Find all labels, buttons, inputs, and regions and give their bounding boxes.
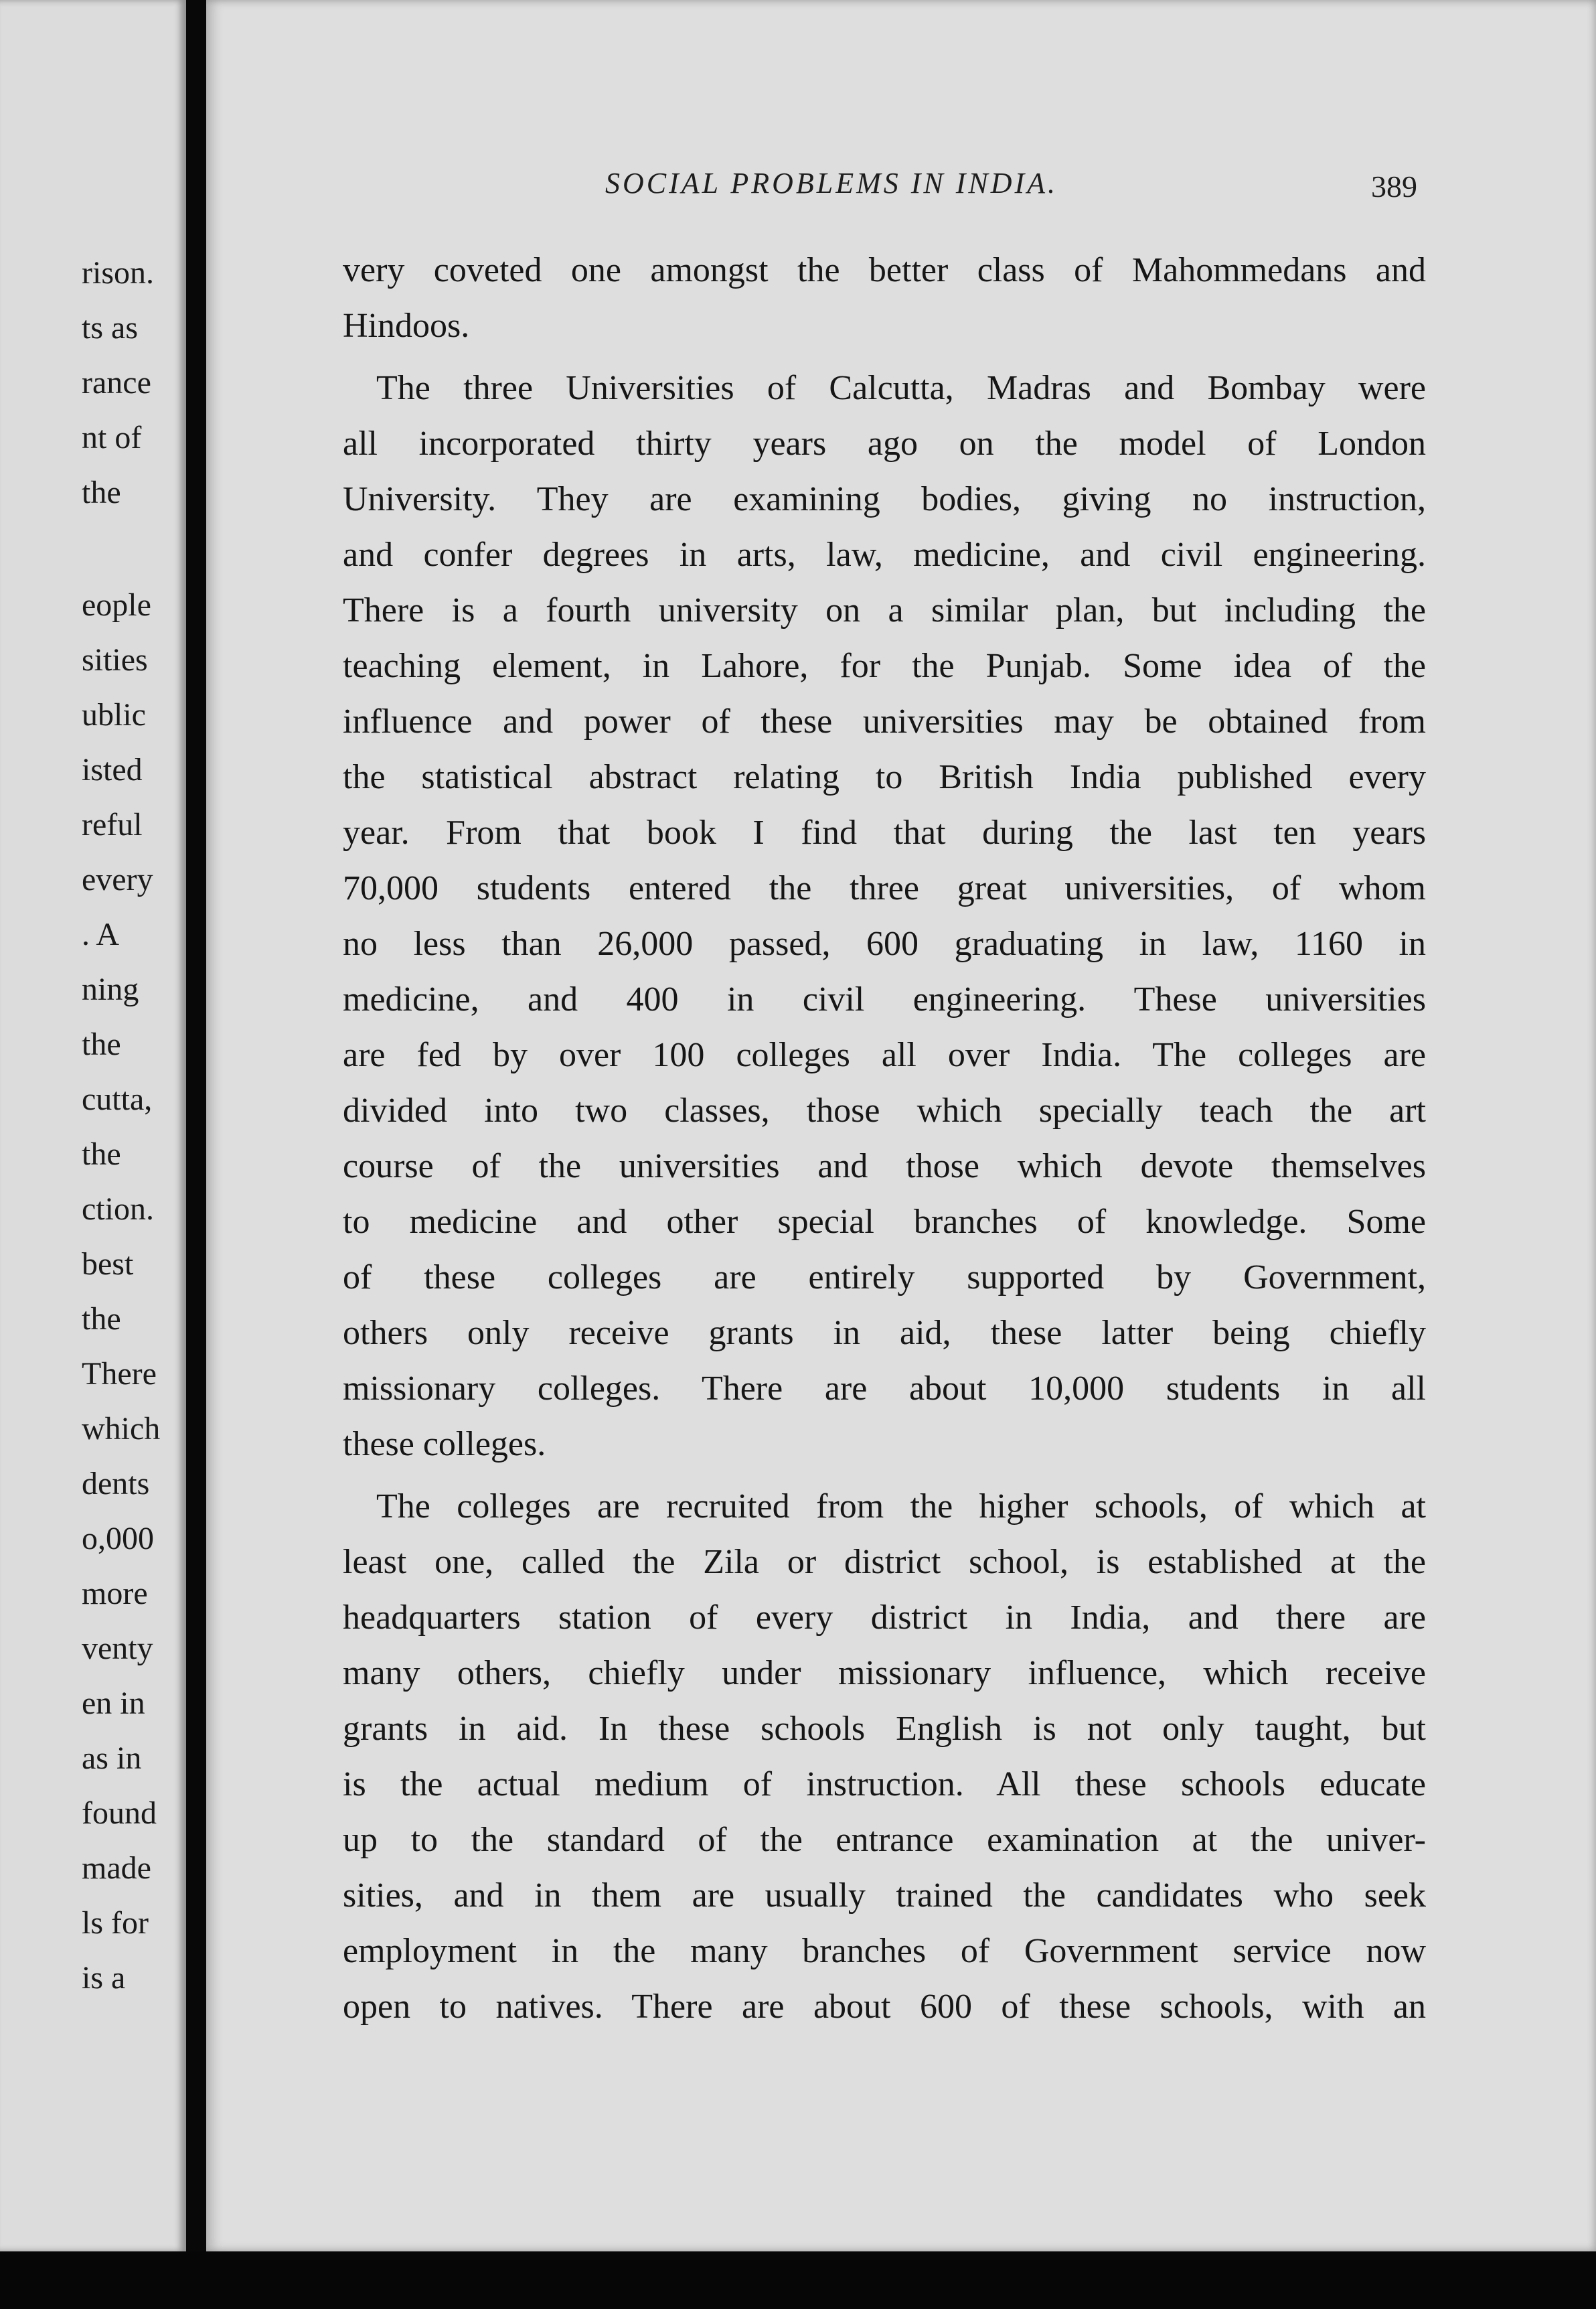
body-text	[343, 242, 1426, 2034]
text-line: open to natives. There are about 600 of these schools, with an	[343, 1988, 1426, 2026]
running-head: SOCIAL PROBLEMS IN INDIA.	[605, 167, 1058, 200]
left-page-line: sities	[82, 642, 148, 678]
left-page-line: . A	[82, 917, 120, 952]
left-page-edge	[0, 0, 186, 2251]
left-page-line: nt of	[82, 420, 142, 455]
left-page-line: cutta,	[82, 1082, 153, 1117]
left-page-line: reful	[82, 807, 143, 842]
text-line: very coveted one amongst the better class of Mahommedans and	[343, 251, 1426, 289]
text-line: medicine, and 400 in civil engineering. These universities	[343, 980, 1426, 1019]
left-page-line: more	[82, 1576, 148, 1611]
left-page-line: which	[82, 1411, 161, 1446]
left-page-line: is a	[82, 1960, 126, 1996]
left-page-line: ction.	[82, 1191, 154, 1227]
text-line: others only receive grants in aid, these latter being chiefly	[343, 1314, 1426, 1352]
text-line: up to the standard of the entrance examination at the univer-	[343, 1821, 1426, 1859]
left-page-line: isted	[82, 752, 143, 788]
text-line: 70,000 students entered the three great universities, of whom	[343, 869, 1426, 907]
left-page-line: made	[82, 1850, 151, 1886]
text-line: Hindoos.	[343, 307, 470, 345]
text-line: divided into two classes, those which specially teach the art	[343, 1092, 1426, 1130]
left-page-line: best	[82, 1246, 134, 1282]
text-line: employment in the many branches of Government service now	[343, 1932, 1426, 1970]
left-page-line: the	[82, 475, 121, 510]
text-line: and confer degrees in arts, law, medicine, and civil engineering.	[343, 536, 1426, 574]
text-line: least one, called the Zila or district school, is established at the	[343, 1543, 1426, 1581]
text-line: of these colleges are entirely supported by Government,	[343, 1258, 1426, 1296]
left-page-line: ls for	[82, 1905, 149, 1941]
left-page-line: dents	[82, 1466, 150, 1501]
text-line: to medicine and other special branches of knowledge. Some	[343, 1203, 1426, 1241]
left-page-line: eople	[82, 587, 151, 623]
page-header	[206, 166, 1596, 206]
text-line: grants in aid. In these schools English is not only taught, but	[343, 1710, 1426, 1748]
text-line: all incorporated thirty years ago on the model of London	[343, 425, 1426, 463]
left-page-line: ning	[82, 972, 139, 1007]
left-page-line: ts as	[82, 310, 138, 346]
left-page-line: o,000	[82, 1521, 154, 1556]
text-line: influence and power of these universities may be obtained from	[343, 702, 1426, 741]
paragraph-1	[343, 242, 1426, 354]
text-line: headquarters station of every district in India, and there are	[343, 1598, 1426, 1637]
text-line: many others, chiefly under missionary influence, which receive	[343, 1654, 1426, 1692]
left-page-line: as in	[82, 1740, 142, 1776]
text-line: no less than 26,000 passed, 600 graduating in law, 1160 in	[343, 925, 1426, 963]
text-line: sities, and in them are usually trained the candidates who seek	[343, 1876, 1426, 1915]
left-page-line: rison.	[82, 255, 154, 291]
book-gutter	[186, 0, 206, 2309]
page-number: 389	[1371, 169, 1417, 204]
left-page-line: ublic	[82, 697, 146, 733]
left-page-line: the	[82, 1136, 121, 1172]
text-line: these colleges.	[343, 1425, 546, 1463]
left-page-line: There	[82, 1356, 157, 1392]
left-page-line: found	[82, 1795, 157, 1831]
right-page	[206, 0, 1596, 2251]
scan-bottom-edge	[0, 2251, 1596, 2309]
text-line: year. From that book I find that during the last ten years	[343, 814, 1426, 852]
text-line: The colleges are recruited from the higher schools, of which at	[376, 1487, 1426, 1525]
left-page-line: rance	[82, 365, 151, 400]
left-page-line: every	[82, 862, 153, 897]
left-page-line: venty	[82, 1631, 153, 1666]
text-line: are fed by over 100 colleges all over India. The colleges are	[343, 1036, 1426, 1074]
text-line: the statistical abstract relating to British India published every	[343, 758, 1426, 796]
text-line: course of the universities and those which devote themselves	[343, 1147, 1426, 1185]
text-line: The three Universities of Calcutta, Madras and Bombay were	[376, 369, 1426, 407]
text-line: University. They are examining bodies, giving no instruction,	[343, 480, 1426, 518]
paragraph-2	[343, 360, 1426, 1472]
paragraph-3	[343, 1479, 1426, 2034]
left-page-line: the	[82, 1027, 121, 1062]
text-line: missionary colleges. There are about 10,000 students in all	[343, 1369, 1426, 1408]
text-line: teaching element, in Lahore, for the Punjab. Some idea of the	[343, 647, 1426, 685]
left-page-line: the	[82, 1301, 121, 1337]
text-line: is the actual medium of instruction. All these schools educate	[343, 1765, 1426, 1803]
left-page-line: en in	[82, 1686, 145, 1721]
text-line: There is a fourth university on a similar plan, but including the	[343, 591, 1426, 629]
